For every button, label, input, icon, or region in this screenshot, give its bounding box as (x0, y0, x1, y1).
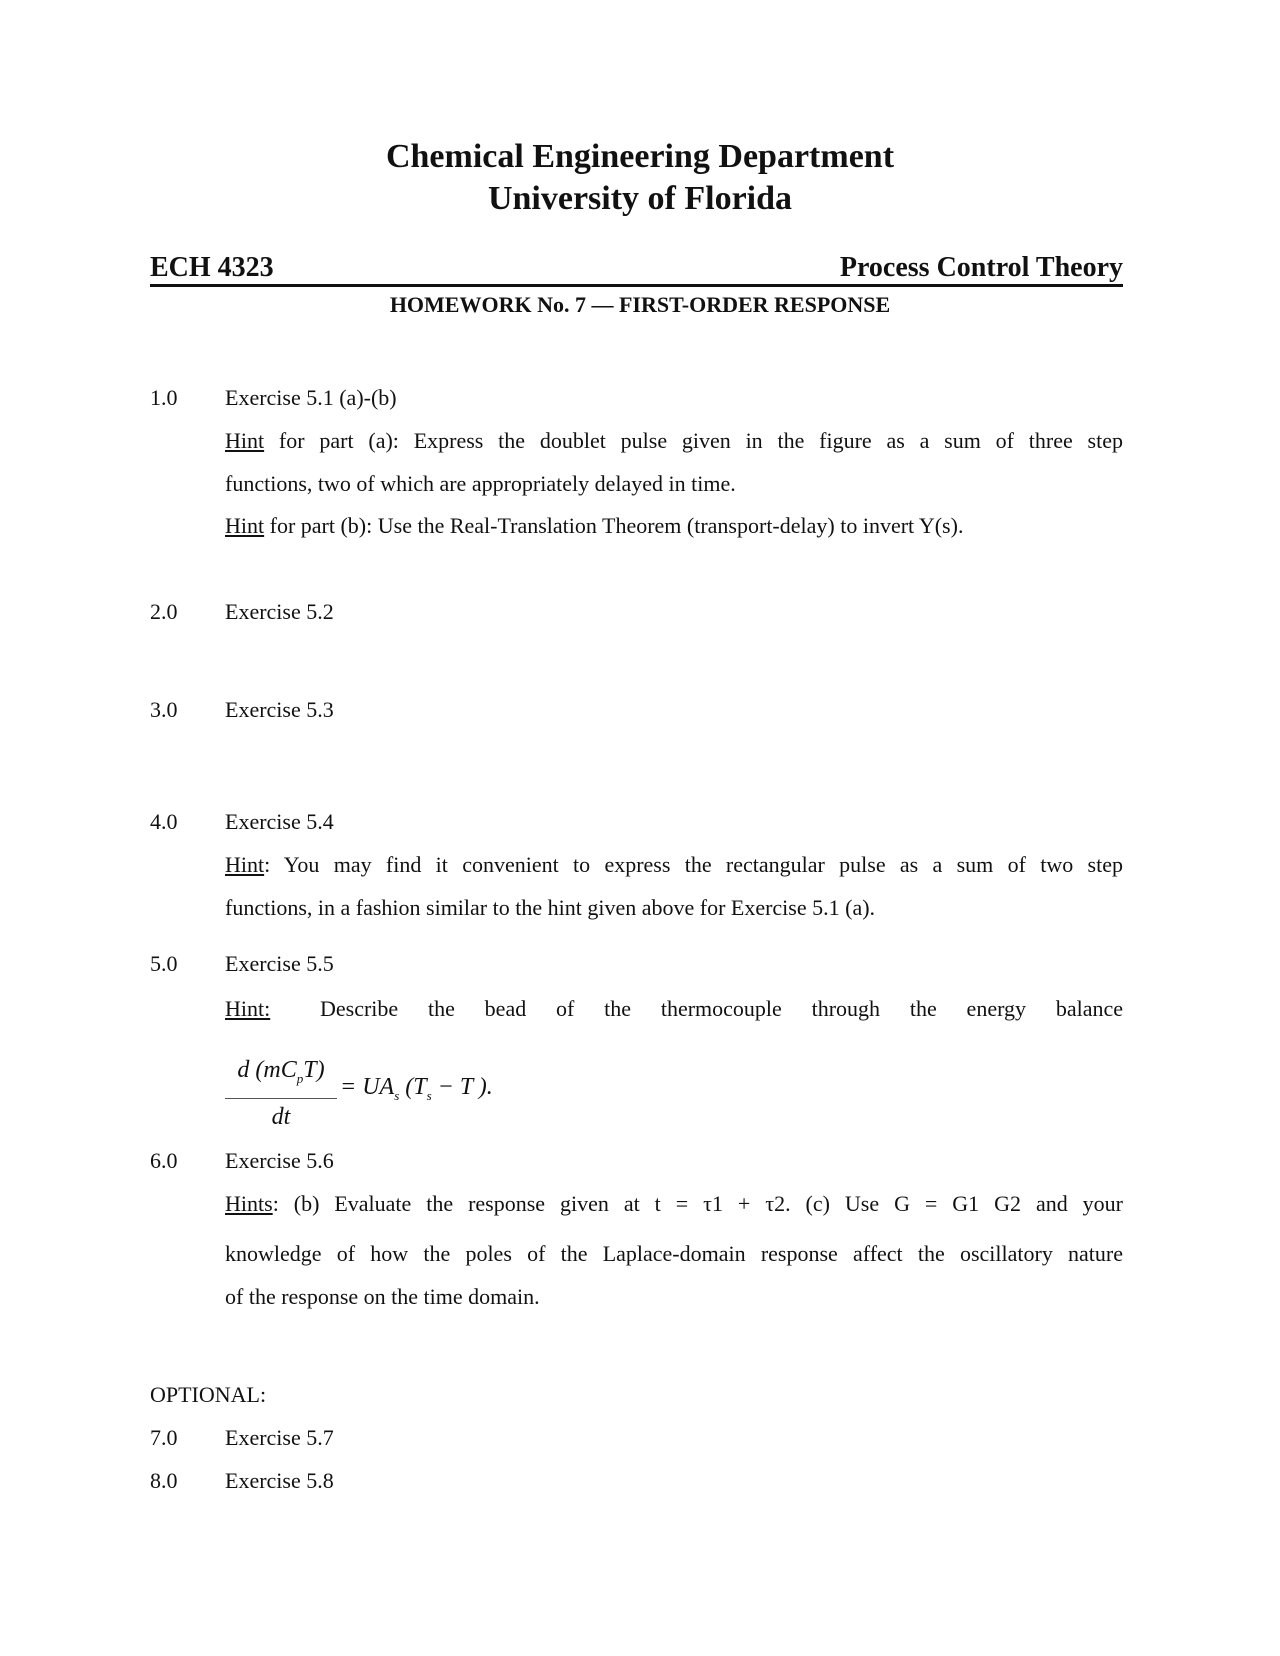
hint-line: functions, two of which are appropriately delayed in time. (225, 471, 736, 496)
homework-title: HOMEWORK No. 7 — FIRST-ORDER RESPONSE (389, 292, 891, 317)
item-number: 8.0 (150, 1468, 178, 1493)
item-number: 3.0 (150, 697, 178, 722)
hint-line: of the response on the time domain. (225, 1284, 540, 1309)
eq-part: − T ). (431, 1074, 493, 1100)
hint-text (225, 427, 1123, 455)
hint-label: Hint (225, 513, 265, 538)
exercise-title: Exercise 5.1 (a)-(b) (225, 385, 397, 410)
hint-line: for part (a): Express the doublet pulse given in the figure as a sum of three step (264, 428, 1123, 453)
header-rule (150, 284, 1123, 287)
equation-denominator: dt (271, 1103, 291, 1130)
eq-part: T) (303, 1057, 325, 1083)
equation-plain-text (225, 1100, 226, 1101)
hint-line: for part (b): Use the Real-Translation Theorem (transport-delay) to invert Y(s). (264, 513, 964, 538)
hint-line: knowledge of how the poles of the Laplace-domain response affect the oscillatory nature (225, 1241, 1123, 1266)
exercise-title: Exercise 5.6 (225, 1148, 334, 1173)
eq-part: = UA (340, 1074, 395, 1100)
exercise-title: Exercise 5.2 (225, 599, 334, 624)
eq-sub: s (394, 1087, 400, 1103)
item-number: 5.0 (150, 951, 178, 976)
hint-line: : You may find it convenient to express the rectangular pulse as a sum of two step (264, 852, 1123, 877)
equation-fraction (225, 1055, 337, 1131)
hint-label-text: Hint: (225, 996, 271, 1021)
eq-part: d (mC (237, 1057, 297, 1083)
hint-label: Hint (225, 428, 265, 453)
hint-line: functions, in a fashion similar to the hint given above for Exercise 5.1 (a). (225, 895, 876, 920)
eq-part: (T (399, 1074, 427, 1100)
eq-sub: s (426, 1087, 432, 1103)
hint-label: Hints (225, 1191, 273, 1216)
exercise-title: Exercise 5.8 (225, 1468, 334, 1493)
hint-text (225, 851, 1123, 879)
exercise-title: Exercise 5.3 (225, 697, 334, 722)
hint-label: Hint (225, 852, 265, 877)
exercise-title: Exercise 5.5 (225, 951, 334, 976)
optional-label: OPTIONAL: (150, 1382, 267, 1407)
hint-line: : (b) Evaluate the response given at t = τ1 + τ2. (c) Use G = G1 G2 and your (272, 1191, 1123, 1216)
department-title: Chemical Engineering Department (385, 138, 895, 175)
fraction-bar (225, 1098, 337, 1099)
exercise-title: Exercise 5.7 (225, 1425, 334, 1450)
hint-label (225, 995, 270, 1023)
equation-numerator (225, 1055, 337, 1094)
university-title: University of Florida (487, 180, 793, 217)
hint-text (225, 512, 963, 540)
item-number: 7.0 (150, 1425, 178, 1450)
course-title: Process Control Theory (839, 252, 1123, 283)
eq-sub: p (296, 1070, 304, 1086)
hint-text (225, 1190, 1123, 1218)
equation-rhs (340, 1074, 493, 1104)
item-number: 4.0 (150, 809, 178, 834)
hint-line: Describe the bead of the thermocouple through the energy balance (320, 996, 1123, 1021)
exercise-title: Exercise 5.4 (225, 809, 334, 834)
item-number: 1.0 (150, 385, 178, 410)
course-number: ECH 4323 (150, 252, 274, 283)
item-number: 6.0 (150, 1148, 178, 1173)
item-number: 2.0 (150, 599, 178, 624)
